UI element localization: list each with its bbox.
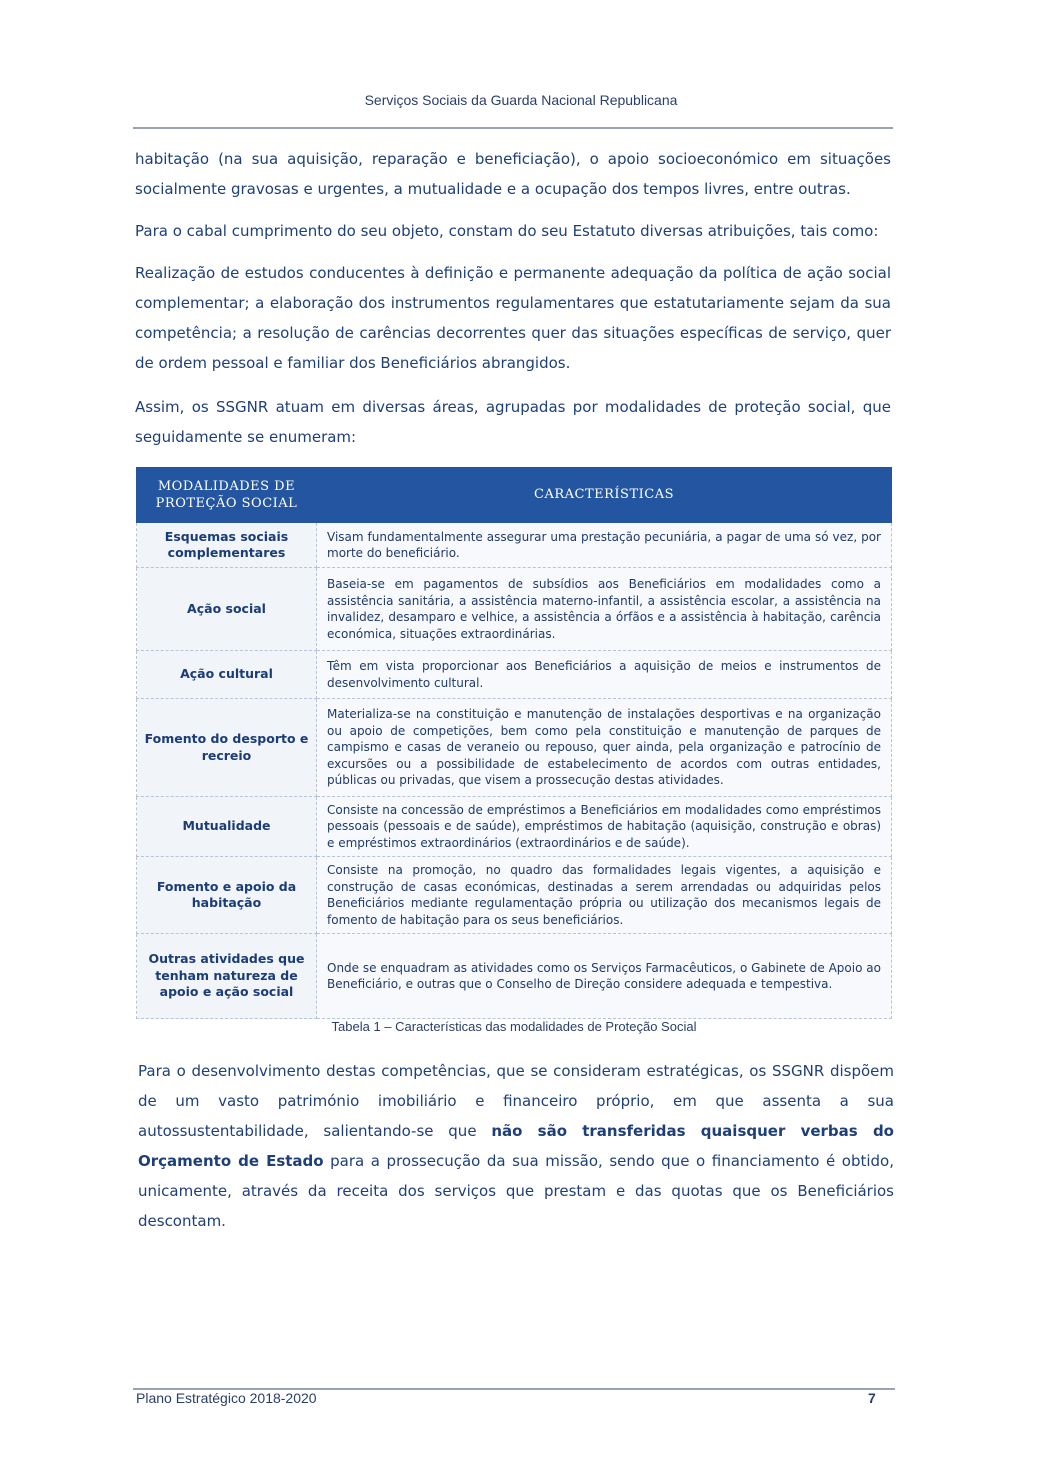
description-cell: Consiste na concessão de empréstimos a Beneficiários em modalidades como empréstimos pessoais (pessoais e de saúde), empréstimos de habitação (aquisição, construção e obras) e empréstimos extraordinários (extraordinários e de saúde). [317,797,892,857]
table-row [137,651,892,699]
paragraph-atribuicoes: Realização de estudos conducentes à definição e permanente adequação da política de ação social complementar; a elaboração dos instrumentos regulamentares que estatutariamente sejam da sua competência; a resolução de carências decorrentes quer das situações específicas de serviço, quer de ordem pessoal e familiar dos Beneficiários abrangidos. [135,264,891,372]
modality-cell: Outras atividades que tenham natureza de apoio e ação social [137,934,317,1019]
description-cell: Onde se enquadram as atividades como os Serviços Farmacêuticos, o Gabinete de Apoio ao Beneficiário, e outras que o Conselho de Direção considere adequada e tempestiva. [317,934,892,1019]
page-header-title: Serviços Sociais da Guarda Nacional Republicana [364,92,678,108]
paragraph-areas-intro: Assim, os SSGNR atuam em diversas áreas, agrupadas por modalidades de proteção social, que seguidamente se enumeram: [135,398,891,446]
modalidades-table-container [136,467,892,1019]
footer-document-title: Plano Estratégico 2018-2020 [136,1390,317,1406]
closing-text-part2: para a prossecução da sua missão, sendo que o financiamento é obtido, unicamente, através da receita dos serviços que prestam e das quotas que os Beneficiários descontam. [138,1152,894,1230]
description-cell: Baseia-se em pagamentos de subsídios aos Beneficiários em modalidades como a assistência sanitária, a assistência materno-infantil, a assistência escolar, a assistência na invalidez, desamparo e velhice, a assistência a órfãos e a assistência à habitação, carência económica, situações extraordinárias. [317,568,892,651]
table-row [137,934,892,1019]
description-cell: Materializa-se na constituição e manutenção de instalações desportivas e na organização ou apoio de competições, bem como pela constituição e manutenção de parques de campismo e casas de veraneio ou repouso, quer ainda, pela organização e patrocínio de excursões ou a possibilidade de estabelecimento de acordos com outras entidades, públicas ou privadas, que visem a prossecução destas atividades. [317,699,892,797]
table-row [137,797,892,857]
description-cell: Visam fundamentalmente assegurar uma prestação pecuniária, a pagar de uma só vez, por morte do beneficiário. [317,523,892,568]
closing-emphasis: não são transferidas quaisquer verbas do Orçamento de Estado [138,1122,894,1170]
table-caption: Tabela 1 – Características das modalidades de Proteção Social [331,1019,697,1034]
modality-cell: Esquemas sociais complementares [137,523,317,568]
table-header-row [137,468,892,523]
modality-cell: Ação cultural [137,651,317,699]
footer-page-number: 7 [868,1390,876,1406]
table-row [137,568,892,651]
paragraph-atribuicoes-intro: Para o cabal cumprimento do seu objeto, constam do seu Estatuto diversas atribuições, tais como: [135,222,879,240]
table-header-modalidades: MODALIDADES DE PROTEÇÃO SOCIAL [137,468,317,523]
paragraph-habitacao: habitação (na sua aquisição, reparação e beneficiação), o apoio socioeconómico em situações socialmente gravosas e urgentes, a mutualidade e a ocupação dos tempos livres, entre outras. [135,150,891,198]
modalidades-table [136,467,892,1019]
modality-cell: Ação social [137,568,317,651]
modality-cell: Mutualidade [137,797,317,857]
paragraph-financiamento [138,1056,894,1236]
description-cell: Têm em vista proporcionar aos Beneficiários a aquisição de meios e instrumentos de desenvolvimento cultural. [317,651,892,699]
header-divider [133,127,893,129]
table-row [137,857,892,934]
table-row [137,699,892,797]
modality-cell: Fomento e apoio da habitação [137,857,317,934]
table-header-caracteristicas: CARACTERÍSTICAS [317,468,892,523]
table-row [137,523,892,568]
description-cell: Consiste na promoção, no quadro das formalidades legais vigentes, a aquisição e construção de casas económicas, destinadas a serem arrendadas ou adquiridas pelos Beneficiários mediante regulamentação própria ou utilização dos mecanismos legais de fomento de habitação para os seus beneficiários. [317,857,892,934]
modality-cell: Fomento do desporto e recreio [137,699,317,797]
closing-text-part1: Para o desenvolvimento destas competências, que se consideram estratégicas, os SSGNR dispõem de um vasto património imobiliário e financeiro próprio, em que assenta a sua autossustentabilidade, salientando-se que [138,1062,894,1140]
